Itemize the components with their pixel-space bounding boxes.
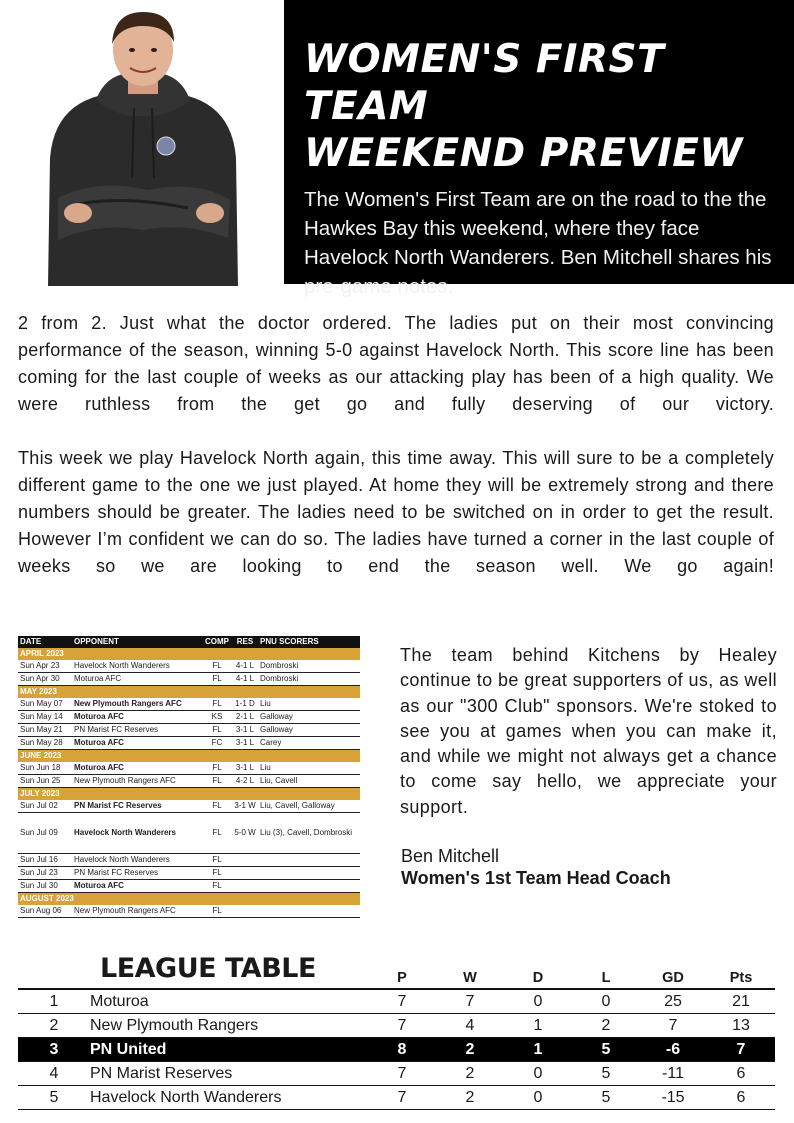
league-cell-p: 7 [397, 1089, 407, 1106]
league-cell-p: 7 [397, 1065, 407, 1082]
fixture-row [18, 867, 360, 880]
fixtures-body [18, 648, 360, 918]
fixture-comp: KS [211, 712, 223, 721]
fixture-opponent: New Plymouth Rangers AFC [74, 699, 182, 708]
league-table [18, 988, 775, 1110]
league-cell-w: 4 [465, 1017, 475, 1034]
fixture-opponent: Moturoa AFC [74, 674, 122, 683]
fixture-result: 1-1 D [235, 699, 255, 708]
fixture-comp: FL [212, 674, 222, 683]
fixtures-month-row: MAY 2023 [18, 686, 360, 698]
league-header-l: L [601, 970, 611, 986]
league-table-row [18, 1062, 775, 1086]
fixture-result: 2-1 L [235, 712, 255, 721]
league-cell-w: 2 [465, 1065, 475, 1082]
article-body [18, 310, 774, 580]
fixture-row [18, 711, 360, 724]
fixture-scorers: Dombroski [260, 674, 299, 683]
fixture-opponent: New Plymouth Rangers AFC [74, 906, 176, 915]
fixture-comp: FL [212, 776, 222, 785]
fixture-row [18, 854, 360, 867]
fixture-opponent: Havelock North Wanderers [74, 828, 176, 837]
fixture-result: 4-1 L [235, 674, 255, 683]
fixture-opponent: PN Marist FC Reserves [74, 801, 162, 810]
fixtures-header-comp: COMP [205, 637, 229, 646]
fixture-row [18, 724, 360, 737]
fixture-comp: FL [212, 801, 222, 810]
header-banner [284, 0, 794, 298]
fixture-date: Sun Jun 25 [20, 776, 61, 785]
signature-name: Ben Mitchell [401, 846, 500, 866]
league-cell-l: 0 [601, 993, 611, 1010]
league-team-name: New Plymouth Rangers [90, 1017, 259, 1034]
fixture-row [18, 660, 360, 673]
fixtures-table [18, 636, 360, 918]
fixture-comp: FL [212, 868, 222, 877]
fixture-opponent: Moturoa AFC [74, 763, 124, 772]
fixture-result: 5-0 W [234, 828, 256, 837]
fixture-scorers: Liu [260, 763, 271, 772]
league-header-pts: Pts [729, 970, 753, 986]
league-cell-gd: 7 [668, 1017, 678, 1034]
fixture-date: Sun Aug 06 [20, 906, 62, 915]
league-cell-pos: 2 [49, 1017, 59, 1034]
league-cell-gd: -6 [665, 1041, 681, 1058]
fixtures-header-row [18, 636, 360, 648]
fixture-row [18, 905, 360, 918]
league-cell-l: 5 [601, 1089, 611, 1106]
league-table-row [18, 1038, 775, 1062]
sponsor-text: The team behind Kitchens by Healey continue to be great supporters of us, as well as our "300 Club" sponsors. We're stoked to see you at games when you can make it, and while we might not always get a chance to come say hello, we appreciate your support. [400, 645, 777, 817]
fixture-date: Sun Apr 23 [20, 661, 60, 670]
fixtures-month-row: JUNE 2023 [18, 750, 360, 762]
league-cell-l: 2 [601, 1017, 611, 1034]
league-cell-w: 2 [465, 1041, 475, 1058]
league-cell-l: 5 [601, 1041, 611, 1058]
fixture-scorers: Liu [260, 699, 271, 708]
intro-text: The Women's First Team are on the road to the the Hawkes Bay this weekend, where they face Havelock North Wanderers. Ben Mitchell shares his pre-game notes. [304, 188, 772, 298]
fixture-row [18, 737, 360, 750]
fixtures-month-row: APRIL 2023 [18, 648, 360, 660]
fixture-scorers: Carey [260, 738, 282, 747]
fixture-scorers: Galloway [260, 712, 293, 721]
league-cell-l: 5 [601, 1065, 611, 1082]
league-cell-pts: 6 [736, 1065, 746, 1082]
fixture-row [18, 880, 360, 893]
fixtures-month-row: AUGUST 2023 [18, 893, 360, 905]
league-cell-pos: 4 [49, 1065, 59, 1082]
league-cell-gd: -15 [661, 1089, 685, 1106]
league-cell-p: 7 [397, 993, 407, 1010]
league-cell-pts: 13 [732, 1017, 750, 1034]
league-cell-p: 7 [397, 1017, 407, 1034]
fixture-row [18, 698, 360, 711]
league-team-name: Havelock North Wanderers [90, 1089, 282, 1106]
league-header-d: D [532, 970, 544, 986]
fixture-scorers: Dombroski [260, 661, 299, 670]
fixture-opponent: Moturoa AFC [74, 738, 124, 747]
league-table-row [18, 1086, 775, 1110]
league-cell-pts: 7 [736, 1041, 746, 1058]
fixture-comp: FL [212, 906, 222, 915]
fixture-row [18, 800, 360, 813]
fixture-opponent: New Plymouth Rangers AFC [74, 776, 176, 785]
fixture-opponent: Havelock North Wanderers [74, 855, 170, 864]
article-paragraph-2: This week we play Havelock North again, this time away. This will sure to be a completely different game to the one we just played. At home they will be extremely strong and there numbers should be greater. The ladies need to be switched on in order to get the result. However I’m confident we can do so. The ladies have turned a corner in the last couple of weeks so we are looking to end the season well. We go again! [18, 448, 774, 576]
signature-role: Women's 1st Team Head Coach [401, 868, 671, 888]
fixture-scorers: Liu, Cavell, Galloway [260, 801, 335, 810]
fixture-scorers: Liu, Cavell [260, 776, 298, 785]
fixture-comp: FL [212, 828, 222, 837]
fixture-date: Sun May 21 [20, 725, 63, 734]
league-team-name: PN Marist Reserves [90, 1065, 233, 1082]
league-cell-w: 2 [465, 1089, 475, 1106]
league-cell-pos: 3 [49, 1041, 59, 1058]
fixture-opponent: PN Marist FC Reserves [74, 868, 159, 877]
fixture-date: Sun May 14 [20, 712, 63, 721]
page-title-line2: WEEKEND PREVIEW [304, 131, 743, 176]
fixture-date: Sun Jul 23 [20, 868, 58, 877]
league-cell-pts: 21 [732, 993, 750, 1010]
fixture-date: Sun Jul 16 [20, 855, 58, 864]
league-cell-p: 8 [397, 1041, 407, 1058]
fixtures-header-date: DATE [20, 637, 42, 646]
coach-portrait-illustration [38, 8, 248, 286]
league-header-gd: GD [662, 970, 684, 986]
fixture-result: 4-1 L [235, 661, 255, 670]
fixture-result: 3-1 L [235, 725, 255, 734]
league-table-row [18, 1014, 775, 1038]
fixture-scorers: Liu (3), Cavell, Dombroski [260, 828, 353, 837]
fixture-result: 3-1 L [235, 738, 255, 747]
league-team-name: Moturoa [90, 993, 149, 1010]
fixture-comp: FL [212, 855, 222, 864]
fixture-result: 3-1 W [234, 801, 256, 810]
fixture-date: Sun Jul 09 [20, 828, 58, 837]
league-cell-pos: 1 [49, 993, 59, 1010]
fixtures-header-scorers: PNU SCORERS [260, 637, 319, 646]
page-title [304, 36, 778, 177]
league-cell-d: 0 [533, 1089, 543, 1106]
league-cell-gd: -11 [662, 1065, 684, 1082]
fixture-comp: FL [212, 881, 222, 890]
fixture-result: 3-1 L [235, 763, 255, 772]
fixture-comp: FC [211, 738, 223, 747]
fixture-opponent: Moturoa AFC [74, 881, 124, 890]
league-cell-d: 1 [533, 1017, 543, 1034]
coach-photo [38, 8, 248, 286]
fixtures-header-res: RES [236, 637, 254, 646]
fixture-comp: FL [212, 763, 222, 772]
fixture-result: 4-2 L [235, 776, 255, 785]
league-cell-d: 0 [533, 1065, 543, 1082]
fixture-row [18, 775, 360, 788]
fixtures-header-opponent: OPPONENT [74, 637, 119, 646]
league-cell-w: 7 [465, 993, 475, 1010]
fixture-opponent: Moturoa AFC [74, 712, 124, 721]
article-paragraph-1: 2 from 2. Just what the doctor ordered. The ladies put on their most convincing performance of the season, winning 5-0 against Havelock North. This score line has been coming for the last couple of weeks as our attacking play has been of a high quality. We were ruthless from the get go and fully deserving of our victory. [18, 313, 774, 414]
fixture-date: Sun Jul 30 [20, 881, 58, 890]
league-cell-pos: 5 [49, 1089, 59, 1106]
page-title-line1: WOMEN'S FIRST TEAM [304, 37, 665, 129]
fixture-row [18, 813, 360, 854]
fixture-comp: FL [212, 699, 222, 708]
fixtures-month-row: JULY 2023 [18, 788, 360, 800]
league-header-w: W [463, 970, 477, 986]
fixture-date: Sun May 28 [20, 738, 63, 747]
fixture-date: Sun Apr 30 [20, 674, 60, 683]
league-team-name: PN United [90, 1041, 167, 1058]
league-header-p: P [397, 970, 407, 986]
league-cell-d: 1 [533, 1041, 543, 1058]
league-table-row [18, 990, 775, 1014]
fixture-comp: FL [212, 725, 222, 734]
fixture-row [18, 762, 360, 775]
fixture-scorers: Galloway [260, 725, 293, 734]
league-table-title: LEAGUE TABLE [100, 953, 316, 984]
fixture-opponent: PN Marist FC Reserves [74, 725, 159, 734]
fixture-date: Sun Jul 02 [20, 801, 58, 810]
fixture-row [18, 673, 360, 686]
sponsor-text-block [400, 643, 777, 820]
league-cell-d: 0 [533, 993, 543, 1010]
league-cell-gd: 25 [664, 993, 682, 1010]
fixture-date: Sun May 07 [20, 699, 63, 708]
league-cell-pts: 6 [736, 1089, 746, 1106]
fixture-date: Sun Jun 18 [20, 763, 61, 772]
fixture-comp: FL [212, 661, 222, 670]
fixture-opponent: Havelock North Wanderers [74, 661, 170, 670]
